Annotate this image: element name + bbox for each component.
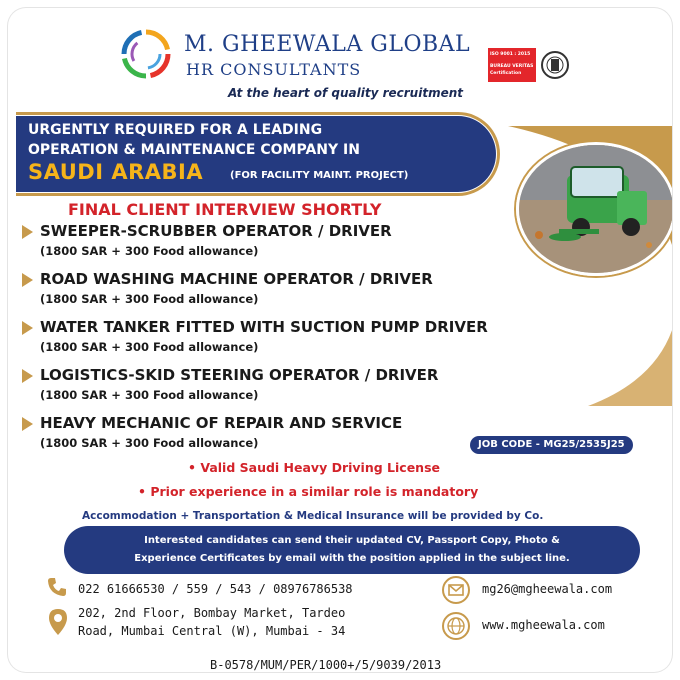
job-title: ROAD WASHING MACHINE OPERATOR / DRIVER [40, 270, 433, 288]
job-title: SWEEPER-SCRUBBER OPERATOR / DRIVER [40, 222, 392, 240]
arrow-bullet-icon [22, 225, 33, 239]
job-title: LOGISTICS-SKID STEERING OPERATOR / DRIVER [40, 366, 439, 384]
brand-name: M. GHEEWALA GLOBAL [184, 32, 471, 57]
cert-type-text: Certification [490, 71, 522, 76]
email-address[interactable]: mg26@mgheewala.com [482, 582, 613, 596]
license-number: B-0578/MUM/PER/1000+/5/9039/2013 [210, 658, 442, 672]
company-logo-icon [120, 28, 172, 80]
poster-frame [8, 8, 672, 672]
website-link[interactable]: www.mgheewala.com [482, 618, 605, 632]
address-line-2: Road, Mumbai Central (W), Mumbai - 34 [78, 624, 346, 638]
street-sweeper-photo [516, 142, 672, 276]
job-title: WATER TANKER FITTED WITH SUCTION PUMP DRIVER [40, 318, 488, 336]
address-line-1: 202, 2nd Floor, Bombay Market, Tardeo [78, 606, 346, 620]
location-pin-icon [48, 608, 68, 636]
bureau-veritas-seal-icon [540, 48, 570, 82]
job-salary: (1800 SAR + 300 Food allowance) [40, 388, 259, 402]
banner-line-1: URGENTLY REQUIRED FOR A LEADING [28, 122, 323, 138]
certification-badge [488, 48, 572, 84]
application-instructions [64, 526, 640, 574]
benefits-text: Accommodation + Transportation & Medical Insurance will be provided by Co. [82, 510, 544, 522]
arrow-bullet-icon [22, 273, 33, 287]
cert-iso-text: ISO 9001 : 2015 [490, 52, 531, 57]
tagline: At the heart of quality recruitment [228, 86, 463, 100]
apply-line-1: Interested candidates can send their updated CV, Passport Copy, Photo & [144, 535, 560, 546]
banner-line-2: OPERATION & MAINTENANCE COMPANY IN [28, 142, 360, 158]
requirement-license: • Valid Saudi Heavy Driving License [188, 460, 440, 475]
apply-line-2: Experience Certificates by email with the position applied in the subject line. [134, 553, 570, 564]
globe-icon [442, 612, 470, 640]
arrow-bullet-icon [22, 321, 33, 335]
phone-numbers[interactable]: 022 61666530 / 559 / 543 / 08976786538 [78, 582, 353, 596]
phone-icon [46, 576, 68, 598]
cert-agency-text: BUREAU VERITAS [490, 64, 534, 69]
job-salary: (1800 SAR + 300 Food allowance) [40, 292, 259, 306]
job-title: HEAVY MECHANIC OF REPAIR AND SERVICE [40, 414, 403, 432]
iso-certificate-box [488, 48, 536, 82]
email-icon [442, 576, 470, 604]
banner-project: (FOR FACILITY MAINT. PROJECT) [230, 170, 409, 181]
globe-lines-icon [444, 614, 468, 638]
banner-country: SAUDI ARABIA [28, 160, 204, 184]
brand-subtitle: HR CONSULTANTS [186, 60, 362, 79]
job-code-badge: JOB CODE - MG25/2535J25 [470, 436, 633, 454]
arrow-bullet-icon [22, 369, 33, 383]
street-sweeper-illustration [519, 145, 672, 273]
job-salary: (1800 SAR + 300 Food allowance) [40, 436, 259, 450]
requirement-experience: • Prior experience in a similar role is mandatory [138, 484, 479, 499]
envelope-icon [444, 578, 468, 602]
job-salary: (1800 SAR + 300 Food allowance) [40, 244, 259, 258]
arrow-bullet-icon [22, 417, 33, 431]
job-salary: (1800 SAR + 300 Food allowance) [40, 340, 259, 354]
interview-notice: FINAL CLIENT INTERVIEW SHORTLY [68, 200, 382, 219]
